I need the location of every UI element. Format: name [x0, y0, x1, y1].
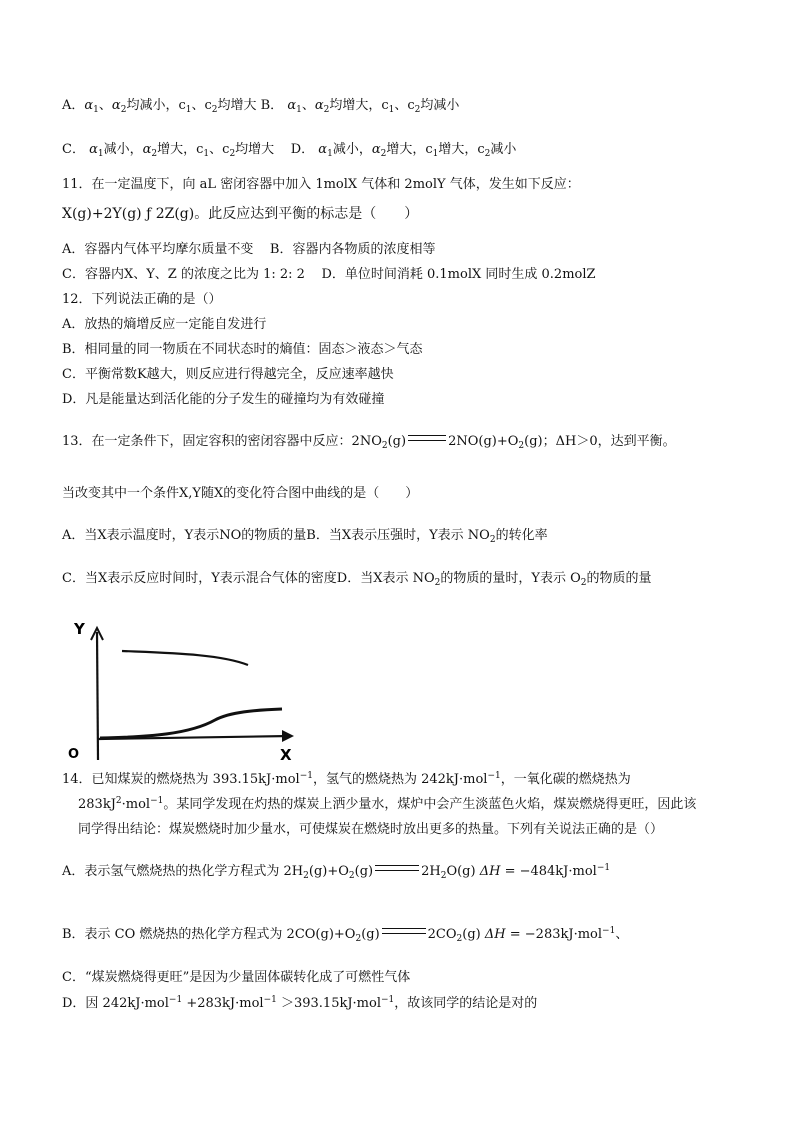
q14-line2 [78, 797, 696, 813]
q14-option-b [62, 927, 628, 943]
superscript: −1 [299, 771, 313, 781]
subscript: 2 [580, 578, 587, 588]
equilibrium-sign [408, 435, 446, 441]
subscript: 2 [120, 105, 127, 115]
text: 14．已知煤炭的燃烧热为 393.15kJ·mol [62, 772, 300, 787]
subscript: 2 [348, 871, 355, 881]
text: (g) [524, 434, 543, 449]
q12-stem: 12．下列说法正确的是（） [62, 292, 222, 307]
option-a: A．容器内气体平均摩尔质量不变 [62, 242, 254, 257]
curve-upper [122, 651, 248, 665]
text: ·mol [121, 797, 151, 812]
option-label: C． [62, 142, 85, 157]
text: 均增大 [235, 142, 275, 157]
text: ，氢气的燃烧热为 242kJ·mol [312, 772, 488, 787]
text: 、c [209, 142, 230, 157]
alpha: α [142, 142, 152, 157]
subscript: 2 [434, 578, 441, 588]
text: 的物质的量 [586, 571, 652, 586]
subscript: 2 [323, 105, 330, 115]
text: 、 [98, 98, 112, 113]
subscript: 2 [211, 105, 218, 115]
text: 283kJ [78, 797, 116, 812]
q11-equation-line [62, 206, 418, 222]
q11-equation: X(g)+2Y(g) ƒ 2Z(g) [62, 206, 195, 222]
q10-options-cd [62, 142, 516, 158]
subscript: 2 [381, 441, 388, 451]
q14-line1 [62, 772, 631, 788]
text: 、c [191, 98, 212, 113]
text: (g) [387, 434, 407, 449]
text: = −283kJ·mol [505, 927, 603, 942]
text: 。某同学发现在灼热的煤炭上洒少量水，煤炉中会产生淡蓝色火焰，煤炭燃烧得更旺，因此该 [163, 797, 697, 812]
superscript: −1 [381, 995, 395, 1005]
text: 均增大 [217, 98, 257, 113]
text: 减小 [490, 142, 517, 157]
text: 增大，c [386, 142, 433, 157]
option-label: B． [260, 98, 284, 113]
q13-options-cd [62, 571, 652, 587]
text: 的转化率 [495, 528, 548, 543]
q13-stem2: 当改变其中一个条件X,Y随X的变化符合图中曲线的是（ ） [62, 486, 419, 501]
text: B．表示 CO 燃烧热的热化学方程式为 2CO(g)+O [62, 927, 356, 942]
text: ；ΔH＞0，达到平衡。 [542, 434, 676, 449]
text: ＞393.15kJ·mol [276, 996, 381, 1011]
option-b: B．当X表示压强时，Y表示 NO [306, 528, 490, 543]
text: 增大，c [438, 142, 485, 157]
q11-options-ab [62, 242, 435, 258]
q12-option-a: A．放热的熵增反应一定能自发进行 [62, 317, 267, 332]
alpha: α [89, 142, 98, 157]
text: (g) [462, 927, 485, 942]
option-d: D．当X表示 NO [336, 571, 435, 586]
subscript: 1 [93, 105, 99, 115]
alpha: α [318, 142, 328, 157]
delta-h: ΔH [479, 864, 501, 879]
q14-option-a [62, 864, 610, 880]
option-d: D．单位时间消耗 0.1molX 同时生成 0.2molZ [321, 267, 596, 282]
subscript: 1 [296, 105, 302, 115]
equals-sign [382, 928, 426, 934]
subscript: 2 [151, 149, 158, 159]
text: 均减小 [420, 98, 460, 113]
alpha: α [314, 98, 324, 113]
option-b: B．容器内各物质的浓度相等 [269, 242, 436, 257]
y-axis-line [97, 632, 98, 760]
subscript: 2 [414, 105, 421, 115]
q13-stem [62, 434, 676, 450]
q11-options-cd [62, 267, 596, 283]
text: (g)+O [308, 864, 349, 879]
text: 、c [394, 98, 415, 113]
subscript: 1 [97, 149, 104, 159]
graph-x-label: X [280, 746, 292, 764]
text: 2NO [351, 434, 382, 449]
curve-lower [100, 709, 282, 738]
subscript: 1 [203, 149, 210, 159]
q14-option-d [62, 996, 537, 1012]
x-axis-arrowhead [282, 730, 294, 742]
delta-h: ΔH [484, 927, 506, 942]
text: 2CO [427, 927, 457, 942]
q12-option-d: D．凡是能量达到活化能的分子发生的碰撞均为有效碰撞 [62, 392, 385, 407]
alpha: α [84, 98, 94, 113]
text: 13．在一定条件下，固定容积的密闭容器中反应： [62, 434, 352, 449]
text: 的物质的量时，Y表示 O [440, 571, 581, 586]
superscript: −1 [168, 995, 183, 1005]
text: 增大，c [157, 142, 204, 157]
alpha: α [371, 142, 381, 157]
q10-options-ab [62, 98, 459, 114]
text: 2H [421, 864, 441, 879]
equals-sign [375, 865, 419, 871]
q12-option-c: C．平衡常数K越大，则反应进行得越完全，反应速率越快 [62, 367, 394, 382]
option-c: C．容器内X、Y、Z 的浓度之比为 1: 2: 2 [62, 267, 305, 282]
superscript: −1 [150, 796, 164, 806]
superscript: 2 [115, 796, 122, 806]
subscript: 2 [489, 535, 496, 545]
q14-option-c: C．“煤炭燃烧得更旺”是因为少量固体碳转化成了可燃性气体 [62, 970, 411, 985]
text: O(g) [446, 864, 480, 879]
option-c: C．当X表示反应时间时，Y表示混合气体的密度 [62, 571, 337, 586]
option-a: A．当X表示温度时，Y表示NO的物质的量 [62, 528, 307, 543]
q13-graph [60, 610, 310, 770]
q13-options-ab [62, 528, 548, 544]
text: 均增大，c [329, 98, 389, 113]
superscript: −1 [487, 771, 501, 781]
subscript: 2 [440, 871, 447, 881]
subscript: 2 [380, 149, 387, 159]
subscript: 2 [229, 149, 236, 159]
text: 、 [301, 98, 315, 113]
text: 、 [615, 927, 629, 942]
subscript: 1 [388, 105, 395, 115]
subscript: 1 [432, 149, 439, 159]
subscript: 1 [327, 149, 333, 159]
option-label: D． [290, 142, 315, 157]
subscript: 2 [518, 441, 525, 451]
superscript: −1 [602, 926, 616, 936]
text: +283kJ·mol [182, 996, 264, 1011]
alpha: α [287, 98, 297, 113]
graph-y-label: Y [74, 620, 85, 638]
subscript: 2 [456, 934, 463, 944]
text: 2NO(g)+O [448, 434, 519, 449]
text: ，故该同学的结论是对的 [394, 996, 538, 1011]
text: A．表示氢气燃烧热的热化学方程式为 2H [62, 864, 304, 879]
option-label: A． [62, 98, 85, 113]
subscript: 2 [484, 149, 491, 159]
subscript: 2 [303, 871, 309, 881]
text: 减小， [332, 142, 372, 157]
text: 均减小，c [126, 98, 186, 113]
graph-origin-label: O [68, 747, 80, 762]
q11-stem-tail: 。此反应达到平衡的标志是（ ） [194, 206, 419, 222]
text: D．因 242kJ·mol [62, 996, 169, 1011]
subscript: 1 [185, 105, 192, 115]
text: 减小， [103, 142, 143, 157]
subscript: 2 [355, 934, 362, 944]
alpha: α [111, 98, 121, 113]
text: (g) [361, 927, 380, 942]
q12-option-b: B．相同量的同一物质在不同状态时的熵值：固态＞液态＞气态 [62, 342, 423, 357]
text: = −484kJ·mol [500, 864, 597, 879]
superscript: −1 [596, 863, 611, 873]
q11-stem: 11．在一定温度下，向 aL 密闭容器中加入 1molX 气体和 2molY 气体，发生如下反应： [62, 177, 580, 192]
superscript: −1 [263, 995, 277, 1005]
q14-line3: 同学得出结论：煤炭燃烧时加少量水，可使煤炭在燃烧时放出更多的热量。下列有关说法正确的是（） [78, 822, 664, 837]
text: (g) [354, 864, 374, 879]
text: ，一氧化碳的燃烧热为 [500, 772, 631, 787]
